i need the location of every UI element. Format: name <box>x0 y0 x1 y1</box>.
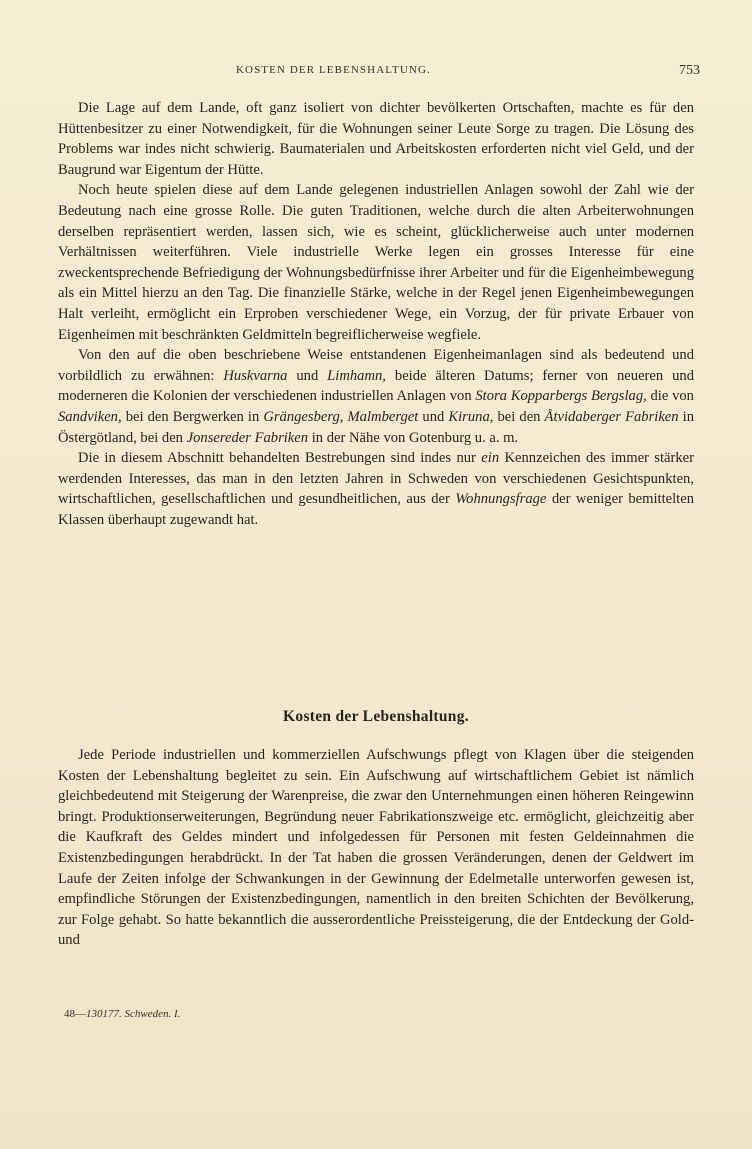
signature-number: 48— <box>64 1008 86 1020</box>
text-run: die von <box>646 388 694 405</box>
text-run: und <box>287 367 328 384</box>
body-paragraph <box>58 448 694 530</box>
text-run: bei den Bergwerken in <box>121 408 264 425</box>
text-run: Kennzeichen des immer stärker werdenden Interesses, das man in den letzten Jahren in Schweden von verschiedenen Gesichtspunkten, wirtschaftlichen, gesellschaftlichen und gesundheitlichen, aus der <box>58 450 694 508</box>
text-run: der weniger bemittelten Klassen überhaupt zugewandt hat. <box>58 491 695 528</box>
footer-signature <box>64 1008 180 1020</box>
italic-run: Wohnungsfrage <box>455 491 547 508</box>
text-run: in Östergötland, bei den <box>58 408 695 446</box>
italic-run: Sandviken, <box>58 408 122 425</box>
italic-run: ein <box>481 450 500 467</box>
page-number: 753 <box>679 63 700 78</box>
text-run: Von den auf die oben beschriebene Weise entstandenen Eigenheimanlagen sind als bedeutend und vorbildlich zu erwähnen: <box>58 347 694 384</box>
section-text <box>58 745 694 951</box>
text-run: Noch heute spielen diese auf dem Lande gelegenen industriellen Anlagen sowohl der Zahl wie der Bedeutung nach eine grosse Rolle. Die guten Traditionen, welche durch die alten Arbeiterwohnungen derselben repräsentiert werden, lassen sich, wie es scheint, glücklicherweise auch unter modernen Verhältnissen weiterführen. Viele industrielle Werke legen ein grosses Interesse für eine zweckentsprechende Befriedigung der Wohnungsbedürfnisse ihrer Arbeiter und für die Eigenheimbewegung als ein Mittel hierzu an den Tag. Die finanzielle Stärke, welche in der Regel jenen Eigenheimbewegungen Halt verleiht, ermöglicht ein Erproben verschiedener Wege, ein Vorzug, der für private Erbauer von Eigenheimen mit beschränkten Geldmitteln begreiflicherweise wegfiele. <box>58 182 694 343</box>
italic-run: Jonsereder Fabriken <box>186 429 309 446</box>
italic-run: Limhamn, <box>327 367 386 384</box>
body-paragraph <box>58 345 694 448</box>
running-head: KOSTEN DER LEBENSHALTUNG. <box>236 64 431 76</box>
italic-run: Grängesberg, Malmberget <box>263 408 419 425</box>
text-run: in der Nähe von Gotenburg u. a. m. <box>308 429 519 446</box>
text-run: bei den <box>493 408 545 425</box>
italic-run: Åtvidaberger Fabriken <box>544 408 679 425</box>
section-heading: Kosten der Lebenshaltung. <box>283 708 469 725</box>
italic-run: Kiruna, <box>448 408 494 425</box>
body-paragraph <box>58 180 694 345</box>
text-run: beide älteren Datums; ferner von neueren und moderneren die Kolonien der verschiedenen industriellen Anlagen von <box>58 367 694 405</box>
italic-run: Huskvarna <box>223 367 288 384</box>
signature-code: 130177. Schweden. I. <box>86 1008 181 1020</box>
page-header <box>58 64 702 82</box>
section-paragraph: Jede Periode industriellen und kommerziellen Aufschwungs pflegt von Klagen über die steigenden Kosten der Lebenshaltung begleitet zu sein. Ein Aufschwung auf wirtschaftlichem Gebiet ist nämlich gleichbedeutend mit Steigerung der Warenpreise, die zwar den Unternehmungen einen höheren Reingewinn bringt. Produktionserweiterungen, Begründung neuer Fabrikationszweige etc. ermöglicht, gleichzeitig aber die Kaufkraft des Geldes mindert und infolgedessen für Personen mit festen Geldeinnahmen die Existenzbedingungen herabdrückt. In der Tat haben die grossen Veränderungen, denen der Geldwert im Laufe der Zeiten infolge der Schwankungen in der Gewinnung der Edelmetalle unterworfen gewesen ist, empfindliche Störungen der Existenzbedingungen, namentlich in den breiten Schichten der Bevölkerung, zur Folge gehabt. So hatte bekanntlich die ausserordentliche Preissteigerung, die der Entdeckung der Gold- und <box>58 747 694 949</box>
body-text <box>58 98 694 530</box>
text-run: Die Lage auf dem Lande, oft ganz isoliert von dichter bevölkerten Ortschaften, machte es für den Hüttenbesitzer zu einer Notwendigkeit, für die Wohnungen seiner Leute Sorge zu tragen. Die Lösung des Problems war indes nicht schwierig. Baumaterialen und Arbeitskosten erforderten nicht viel Geld, und der Baugrund war Eigentum der Hütte. <box>58 100 694 178</box>
text-run: und <box>418 408 449 425</box>
italic-run: Stora Kopparbergs Bergslag, <box>475 388 647 405</box>
text-run: Die in diesem Abschnitt behandelten Bestrebungen sind indes nur <box>78 450 482 467</box>
body-paragraph <box>58 98 694 180</box>
